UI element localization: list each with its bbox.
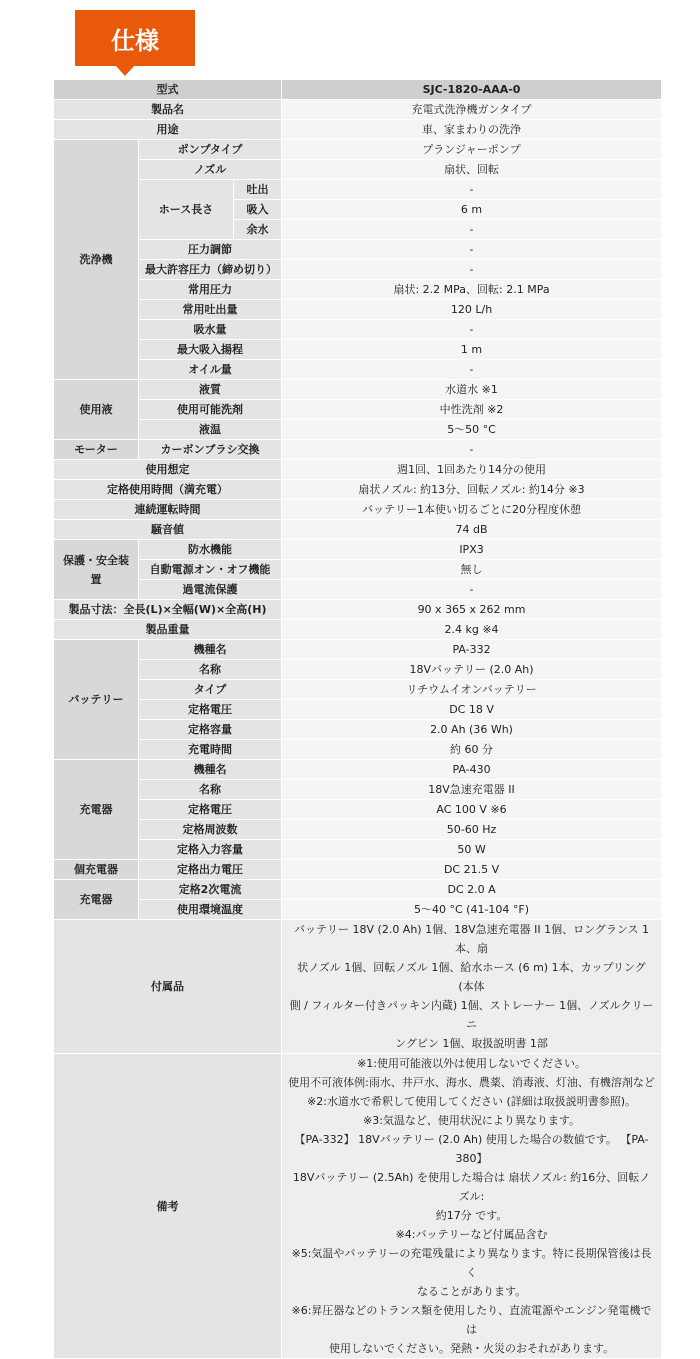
- spec-value: 18V急速充電器 II: [282, 780, 662, 800]
- table-row: [54, 160, 662, 180]
- spec-value: -: [282, 240, 662, 260]
- table-row: [54, 820, 662, 840]
- table-row: [54, 520, 662, 540]
- table-row: [54, 700, 662, 720]
- table-row: [54, 880, 662, 900]
- table-row: [54, 540, 662, 560]
- table-row: [54, 920, 662, 1054]
- table-row: [54, 780, 662, 800]
- spec-label: 常用圧力: [139, 280, 282, 300]
- spec-value: 2.4 kg ※4: [282, 620, 662, 640]
- spec-value: 充電式洗浄機ガンタイプ: [282, 100, 662, 120]
- remarks-line: なることがあります。: [416, 1285, 527, 1298]
- spec-value: -: [282, 320, 662, 340]
- spec-label: ノズル: [139, 160, 282, 180]
- section-title-banner: [75, 10, 195, 66]
- spec-label: 定格電圧: [139, 700, 282, 720]
- spec-label: 名称: [139, 660, 282, 680]
- spec-value: 1 m: [282, 340, 662, 360]
- spec-value: バッテリー1本使い切るごとに20分程度休憩: [282, 500, 662, 520]
- table-row: [54, 800, 662, 820]
- table-row: [54, 680, 662, 700]
- table-row: [54, 100, 662, 120]
- spec-label: 定格周波数: [139, 820, 282, 840]
- spec-value: DC 18 V: [282, 700, 662, 720]
- accessories-line: ングピン 1個、取扱説明書 1部: [395, 1037, 548, 1050]
- group-label-charger3: 充電器: [54, 880, 139, 920]
- section-title: 仕様: [111, 26, 159, 55]
- spec-label: 使用環境温度: [139, 900, 282, 920]
- spec-value: 中性洗剤 ※2: [282, 400, 662, 420]
- table-row: [54, 380, 662, 400]
- accessories-line: 側 / フィルター付きパッキン内蔵) 1個、ストレーナー 1個、ノズルクリーニ: [289, 999, 654, 1031]
- model-value: SJC-1820-AAA-0: [282, 80, 662, 100]
- table-row: [54, 120, 662, 140]
- spec-label: 吐出: [234, 180, 282, 200]
- remarks-line: 18Vバッテリー (2.5Ah) を使用した場合は 扇状ノズル: 約16分、回転ノズル:: [292, 1171, 651, 1203]
- spec-label: 機種名: [139, 760, 282, 780]
- spec-label: 定格2次電流: [139, 880, 282, 900]
- spec-label: 定格入力容量: [139, 840, 282, 860]
- spec-label: 製品重量: [54, 620, 282, 640]
- spec-label: 使用想定: [54, 460, 282, 480]
- table-row: [54, 340, 662, 360]
- remarks-line: ※1:使用可能液以外は使用しないでください。: [357, 1057, 586, 1070]
- spec-label: 吸水量: [139, 320, 282, 340]
- spec-value: -: [282, 180, 662, 200]
- spec-value: 扇状: 2.2 MPa、回転: 2.1 MPa: [282, 280, 662, 300]
- spec-label: 最大許容圧力（締め切り）: [139, 260, 282, 280]
- table-row: [54, 180, 662, 200]
- table-row: [54, 620, 662, 640]
- table-row: [54, 840, 662, 860]
- table-row: [54, 320, 662, 340]
- spec-label: ポンプタイプ: [139, 140, 282, 160]
- table-row: [54, 440, 662, 460]
- table-row: [54, 80, 662, 100]
- spec-value: 水道水 ※1: [282, 380, 662, 400]
- accessories-line: バッテリー 18V (2.0 Ah) 1個、18V急速充電器 II 1個、ロングランス 1本、扇: [294, 923, 650, 955]
- spec-value: IPX3: [282, 540, 662, 560]
- spec-value: 6 m: [282, 200, 662, 220]
- spec-value: 車、家まわりの洗浄: [282, 120, 662, 140]
- spec-value: 5〜50 °C: [282, 420, 662, 440]
- spec-label: 連続運転時間: [54, 500, 282, 520]
- spec-label: 液質: [139, 380, 282, 400]
- table-row: [54, 400, 662, 420]
- remarks-value: [282, 1054, 662, 1359]
- group-label-safety: 保護・安全装置: [54, 540, 139, 600]
- spec-table: [53, 79, 662, 1359]
- spec-value: 扇状、回転: [282, 160, 662, 180]
- remarks-line: 使用不可液体例:雨水、井戸水、海水、農薬、消毒液、灯油、有機溶剤など: [288, 1076, 655, 1089]
- spec-value: リチウムイオンバッテリー: [282, 680, 662, 700]
- spec-label: 定格使用時間（満充電）: [54, 480, 282, 500]
- remarks-line: ※5:気温やバッテリーの充電残量により異なります。特に長期保管後は長く: [291, 1247, 652, 1279]
- spec-label: 充電時間: [139, 740, 282, 760]
- group-label-motor: モーター: [54, 440, 139, 460]
- banner-pointer: [116, 66, 134, 76]
- table-row: [54, 300, 662, 320]
- accessories-line: 状ノズル 1個、回転ノズル 1個、給水ホース (6 m) 1本、カップリング (本体: [297, 961, 646, 993]
- spec-label: 騒音値: [54, 520, 282, 540]
- spec-value: 約 60 分: [282, 740, 662, 760]
- group-label-liquid: 使用液: [54, 380, 139, 440]
- table-row: [54, 660, 662, 680]
- remarks-line: 【PA-332】 18Vバッテリー (2.0 Ah) 使用した場合の数値です。 【PA-380】: [294, 1133, 649, 1165]
- table-row: [54, 640, 662, 660]
- table-row: [54, 240, 662, 260]
- table-row: [54, 740, 662, 760]
- spec-value: DC 2.0 A: [282, 880, 662, 900]
- group-label-battery: バッテリー: [54, 640, 139, 760]
- spec-label: 防水機能: [139, 540, 282, 560]
- spec-label: 定格電圧: [139, 800, 282, 820]
- model-label: 型式: [54, 80, 282, 100]
- hose-length-label: ホース長さ: [139, 180, 234, 240]
- accessories-label: 付属品: [54, 920, 282, 1054]
- remarks-line: 使用しないでください。発熱・火災のおそれがあります。: [328, 1342, 615, 1355]
- spec-value: -: [282, 440, 662, 460]
- remarks-line: ※4:バッテリーなど付属品含む: [395, 1228, 548, 1241]
- spec-value: 2.0 Ah (36 Wh): [282, 720, 662, 740]
- table-row: [54, 280, 662, 300]
- table-row: [54, 420, 662, 440]
- spec-label: 定格容量: [139, 720, 282, 740]
- spec-value: 5〜40 °C (41-104 °F): [282, 900, 662, 920]
- group-label-charger: 充電器: [54, 760, 139, 860]
- spec-value: 18Vバッテリー (2.0 Ah): [282, 660, 662, 680]
- spec-value: 120 L/h: [282, 300, 662, 320]
- spec-label: 使用可能洗剤: [139, 400, 282, 420]
- spec-value: PA-430: [282, 760, 662, 780]
- remarks-line: ※6:昇圧器などのトランス類を使用したり、直流電源やエンジン発電機では: [291, 1304, 652, 1336]
- table-row: [54, 140, 662, 160]
- spec-label: 最大吸入揚程: [139, 340, 282, 360]
- spec-label: 名称: [139, 780, 282, 800]
- table-row: [54, 480, 662, 500]
- table-row: [54, 720, 662, 740]
- spec-value: DC 21.5 V: [282, 860, 662, 880]
- table-row: [54, 600, 662, 620]
- spec-value: AC 100 V ※6: [282, 800, 662, 820]
- table-row: [54, 760, 662, 780]
- spec-label: カーボンブラシ交換: [139, 440, 282, 460]
- spec-label: 機種名: [139, 640, 282, 660]
- remarks-label: 備考: [54, 1054, 282, 1359]
- spec-label: 液温: [139, 420, 282, 440]
- spec-value: 90 x 365 x 262 mm: [282, 600, 662, 620]
- spec-label: タイプ: [139, 680, 282, 700]
- spec-value: プランジャーポンプ: [282, 140, 662, 160]
- spec-value: 50 W: [282, 840, 662, 860]
- spec-label: 定格出力電圧: [139, 860, 282, 880]
- table-row: [54, 580, 662, 600]
- spec-label: 製品寸法：全長(L)×全幅(W)×全高(H): [54, 600, 282, 620]
- spec-label: 製品名: [54, 100, 282, 120]
- accessories-value: [282, 920, 662, 1054]
- spec-value: 週1回、1回あたり14分の使用: [282, 460, 662, 480]
- group-label-washer: 洗浄機: [54, 140, 139, 380]
- table-row: [54, 1054, 662, 1359]
- spec-value: 無し: [282, 560, 662, 580]
- spec-value: -: [282, 360, 662, 380]
- table-row: [54, 560, 662, 580]
- spec-label: オイル量: [139, 360, 282, 380]
- remarks-line: 約17分 です。: [435, 1209, 508, 1222]
- table-row: [54, 500, 662, 520]
- spec-value: 50-60 Hz: [282, 820, 662, 840]
- spec-label: 圧力調節: [139, 240, 282, 260]
- spec-value: 74 dB: [282, 520, 662, 540]
- remarks-line: ※3:気温など、使用状況により異なります。: [363, 1114, 581, 1127]
- spec-label: 用途: [54, 120, 282, 140]
- spec-label: 自動電源オン・オフ機能: [139, 560, 282, 580]
- table-row: [54, 860, 662, 880]
- spec-value: PA-332: [282, 640, 662, 660]
- table-row: [54, 360, 662, 380]
- spec-value: -: [282, 220, 662, 240]
- spec-value: 扇状ノズル: 約13分、回転ノズル: 約14分 ※3: [282, 480, 662, 500]
- group-label-charger2: 個充電器: [54, 860, 139, 880]
- table-row: [54, 260, 662, 280]
- spec-value: -: [282, 580, 662, 600]
- spec-label: 余水: [234, 220, 282, 240]
- remarks-line: ※2:水道水で希釈して使用してください (詳細は取扱説明書参照)。: [307, 1095, 637, 1108]
- spec-label: 過電流保護: [139, 580, 282, 600]
- spec-label: 常用吐出量: [139, 300, 282, 320]
- spec-label: 吸入: [234, 200, 282, 220]
- table-row: [54, 900, 662, 920]
- table-row: [54, 460, 662, 480]
- spec-value: -: [282, 260, 662, 280]
